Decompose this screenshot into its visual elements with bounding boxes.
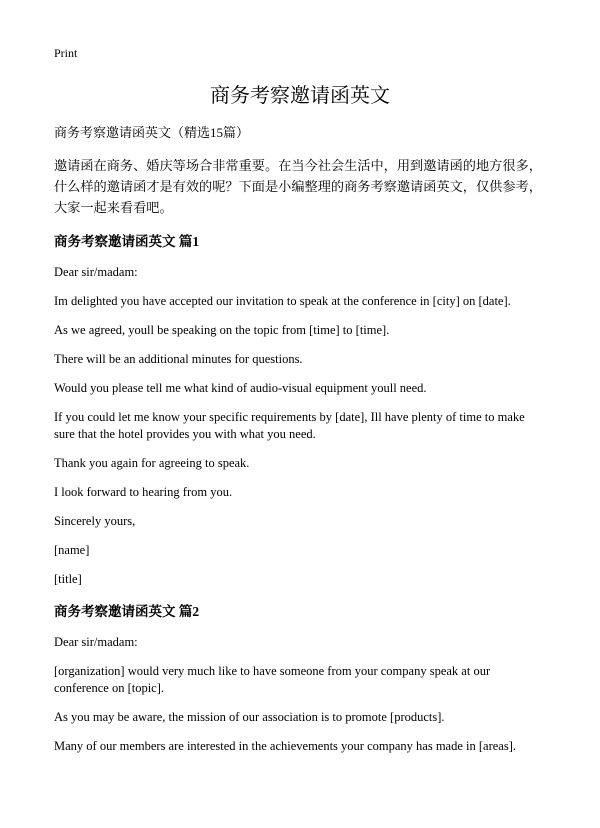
- intro-paragraph: 邀请函在商务、婚庆等场合非常重要。在当今社会生活中，用到邀请函的地方很多，什么样的邀请函才是有效的呢？下面是小编整理的商务考察邀请函英文，仅供参考，大家一起来看看吧。: [54, 158, 542, 215]
- section-heading: 商务考察邀请函英文 篇2: [54, 604, 200, 619]
- section-2: [54, 600, 546, 755]
- paragraph: Dear sir/madam:: [54, 635, 138, 649]
- paragraph: Im delighted you have accepted our invitation to speak at the conference in [city] on [date].: [54, 294, 511, 308]
- paragraph: Thank you again for agreeing to speak.: [54, 456, 250, 470]
- print-link[interactable]: Print: [54, 46, 78, 60]
- paragraph: Would you please tell me what kind of audio-visual equipment youll need.: [54, 381, 427, 395]
- paragraph: Dear sir/madam:: [54, 265, 138, 279]
- paragraph: [title]: [54, 572, 82, 586]
- paragraph: [name]: [54, 543, 90, 557]
- paragraph: There will be an additional minutes for questions.: [54, 352, 303, 366]
- section-heading: 商务考察邀请函英文 篇1: [54, 234, 200, 249]
- document-subtitle: 商务考察邀请函英文（精选15篇）: [54, 125, 250, 140]
- paragraph: Many of our members are interested in the achievements your company has made in [areas].: [54, 739, 516, 753]
- paragraph: [organization] would very much like to have someone from your company speak at our conference on [topic].: [54, 664, 491, 695]
- section-1: [54, 230, 546, 588]
- paragraph: If you could let me know your specific requirements by [date], Ill have plenty of time to make sure that the hotel provides you with what you need.: [54, 410, 525, 441]
- paragraph: As you may be aware, the mission of our association is to promote [products].: [54, 710, 445, 724]
- paragraph: Sincerely yours,: [54, 514, 136, 528]
- paragraph: As we agreed, youll be speaking on the topic from [time] to [time].: [54, 323, 390, 337]
- document-title: 商务考察邀请函英文: [210, 85, 390, 107]
- paragraph: I look forward to hearing from you.: [54, 485, 233, 499]
